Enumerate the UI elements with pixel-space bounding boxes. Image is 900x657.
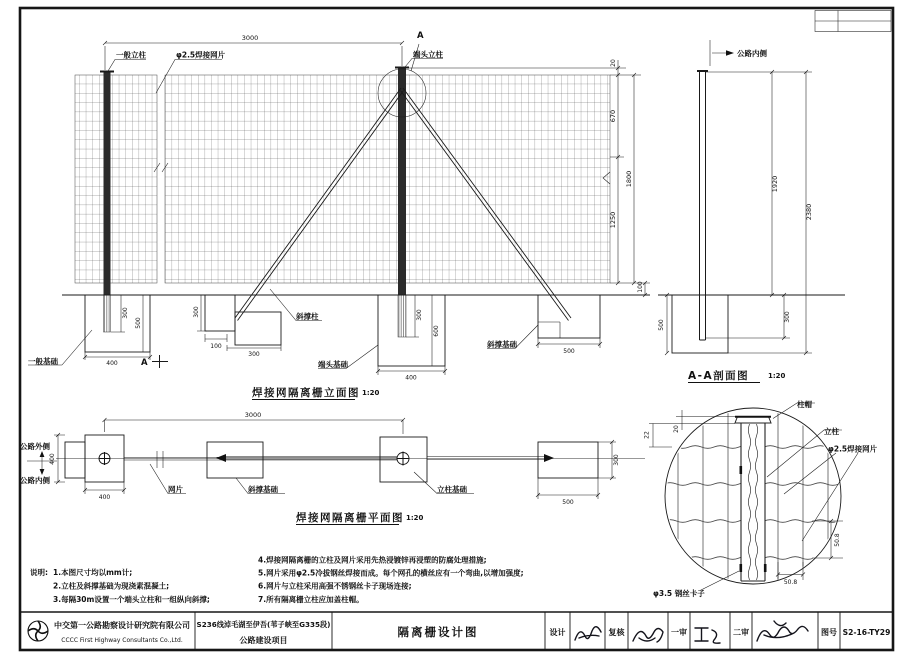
label-brace-post: 斜撑柱	[296, 312, 319, 321]
label-road-inside-plan: 公路内侧	[20, 476, 50, 485]
mesh-panel-left	[75, 75, 157, 283]
section-title: A-A剖面图	[688, 370, 750, 382]
label-end-post: 端头立柱	[413, 50, 443, 59]
elevation-scale: 1:20	[362, 389, 380, 397]
project-name-line1: S236线淖毛湖至伊吾(苇子峡至G335段)	[196, 620, 331, 629]
wire-clip-mark	[740, 564, 743, 572]
figure-no-label: 图号	[821, 628, 837, 637]
wire-clip-mark	[764, 564, 767, 572]
end-post	[398, 68, 406, 295]
note-line-4: 4.焊接网隔离栅的立柱及网片采用先热浸镀锌再浸塑的防腐处理措施;	[258, 555, 487, 565]
note-line-1: 1.本图尺寸均以mm计;	[53, 568, 133, 577]
svg-text:50.8: 50.8	[783, 579, 798, 586]
figure-no: S2-16-TY29	[842, 628, 891, 637]
notes-heading: 说明:	[30, 568, 48, 577]
svg-text:300: 300	[122, 307, 129, 319]
note-line-2: 2.立柱及斜撑基础为现浇素混凝土;	[53, 581, 170, 591]
role-recheck: 复核	[608, 628, 625, 637]
label-mesh-detail: φ2.5焊接网片	[828, 444, 878, 454]
svg-text:400: 400	[98, 494, 111, 501]
svg-text:100: 100	[637, 281, 644, 293]
company-name-en: CCCC First Highway Consultants Co.,Ltd.	[61, 637, 183, 644]
label-brace-foundation-plan: 斜撑基础	[248, 485, 278, 494]
svg-text:A: A	[141, 358, 148, 368]
svg-text:20: 20	[610, 59, 617, 67]
plan-scale: 1:20	[406, 514, 424, 522]
svg-text:400: 400	[106, 360, 118, 367]
svg-text:500: 500	[135, 317, 142, 329]
role-design: 设计	[549, 628, 566, 637]
svg-text:300: 300	[248, 351, 260, 358]
drawing-title: 隔离栅设计图	[397, 625, 479, 639]
note-line-5: 5.网片采用φ2.5冷拔钢丝焊接而成。每个网孔的横丝应有一个弯曲,以增加强度;	[258, 568, 524, 578]
svg-text:600: 600	[433, 325, 440, 337]
svg-text:50.8: 50.8	[834, 533, 841, 547]
label-post-detail: 立柱	[824, 427, 839, 436]
detail-post	[741, 423, 765, 581]
label-mesh-plan: 网片	[168, 485, 183, 494]
label-general-foundation: 一般基础	[28, 357, 58, 366]
label-road-outside: 公路外侧	[20, 442, 50, 451]
detail-ref-label: A	[417, 31, 424, 41]
label-post-foundation-plan: 立柱基础	[437, 485, 467, 494]
general-post	[104, 72, 111, 295]
label-mesh: φ2.5焊接网片	[176, 50, 226, 60]
svg-text:500: 500	[562, 499, 574, 506]
label-end-foundation: 端头基础	[318, 360, 348, 369]
svg-text:1800: 1800	[625, 170, 633, 188]
svg-text:100: 100	[210, 343, 222, 350]
label-wire-clip: φ3.5 钢丝卡子	[653, 589, 705, 598]
svg-text:1920: 1920	[771, 175, 779, 193]
label-post-cap: 柱帽	[797, 400, 812, 409]
elevation-title: 焊接网隔离栅立面图	[252, 387, 360, 399]
svg-text:1250: 1250	[609, 211, 617, 229]
plan-title: 焊接网隔离栅平面图	[296, 512, 404, 524]
svg-text:3000: 3000	[244, 411, 262, 419]
svg-text:500: 500	[563, 348, 575, 355]
note-line-7: 7.所有隔离栅立柱应加盖柱帽。	[258, 595, 364, 604]
svg-text:2380: 2380	[805, 203, 813, 221]
section-scale: 1:20	[768, 372, 786, 380]
svg-text:3000: 3000	[241, 34, 259, 42]
note-line-6: 6.网片与立柱采用高强不锈钢丝卡子现场连接;	[258, 581, 412, 591]
svg-text:300: 300	[784, 311, 791, 323]
label-brace-foundation: 斜撑基础	[487, 340, 517, 349]
role-review2: 二审	[733, 628, 749, 637]
svg-text:300: 300	[193, 306, 200, 318]
svg-text:400: 400	[49, 453, 56, 465]
note-line-3: 3.每隔30m设置一个端头立柱和一组纵向斜撑;	[53, 595, 210, 604]
svg-text:300: 300	[416, 309, 423, 321]
svg-text:22: 22	[643, 431, 651, 439]
svg-text:300: 300	[613, 454, 620, 466]
svg-text:400: 400	[405, 374, 417, 382]
role-review1: 一审	[671, 628, 687, 637]
svg-text:500: 500	[658, 319, 665, 331]
svg-text:670: 670	[609, 109, 617, 123]
wire-clip-mark	[740, 466, 743, 474]
svg-text:20: 20	[673, 425, 680, 433]
project-name-line2: 公路建设项目	[239, 636, 288, 645]
company-name-cn: 中交第一公路勘察设计研究院有限公司	[54, 621, 190, 630]
label-road-inside: 公路内侧	[737, 49, 767, 58]
label-general-post: 一般立柱	[116, 50, 146, 60]
